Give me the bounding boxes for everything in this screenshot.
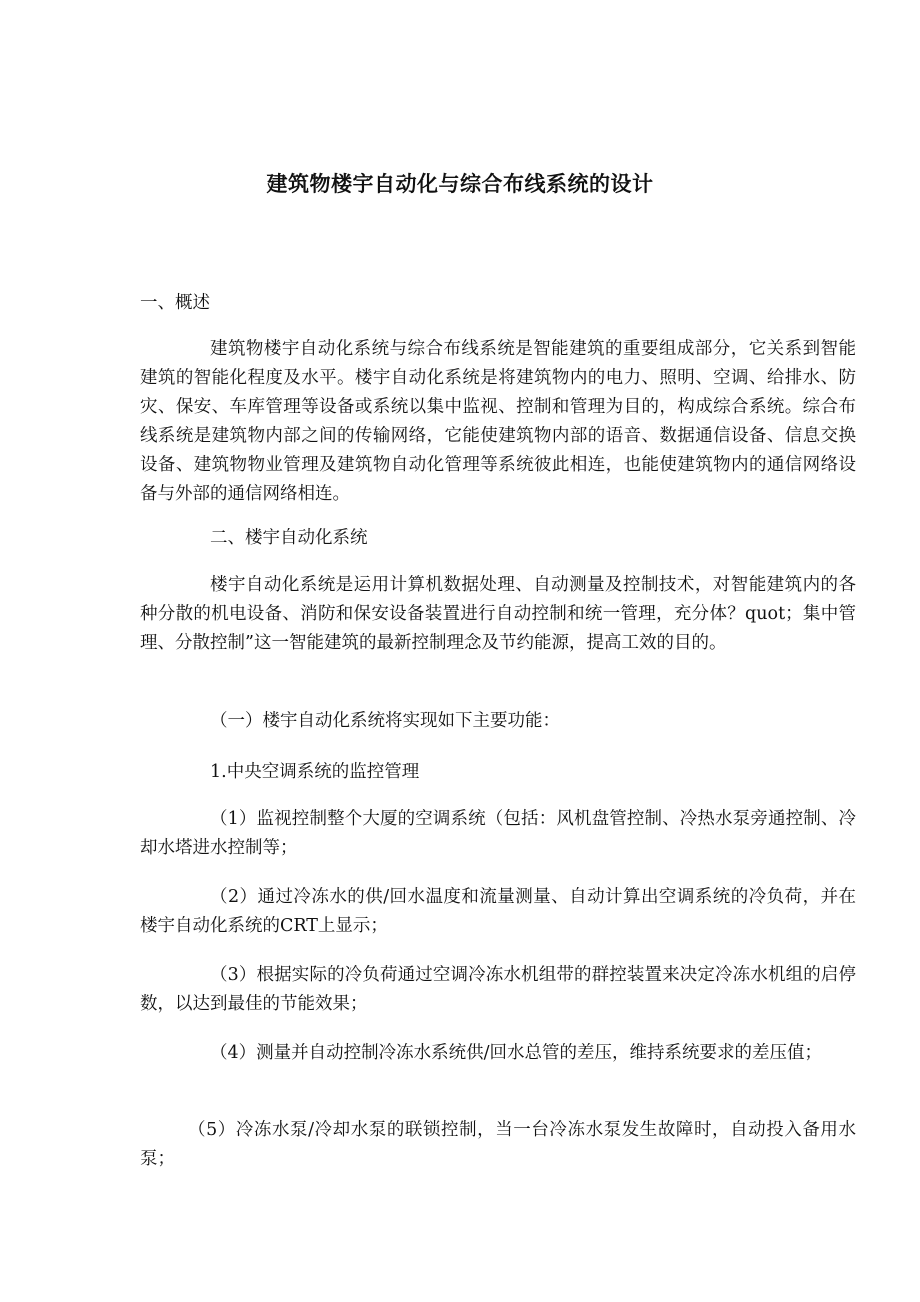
list-item-hvac-1: （1）监视控制整个大厦的空调系统（包括：风机盘管控制、冷热水泵旁通控制、冷却水塔进水控制等； <box>140 809 856 858</box>
list-item-hvac-4: （4）测量并自动控制冷冻水系统供/回水总管的差压，维持系统要求的差压值； <box>210 1043 823 1063</box>
list-item-hvac-5: （5）冷冻水泵/冷却水泵的联锁控制，当一台冷冻水泵发生故障时，自动投入备用水泵； <box>140 1120 856 1169</box>
paragraph-building-automation: 楼宇自动化系统是运用计算机数据处理、自动测量及控制技术，对智能建筑内的各种分散的机电设备、消防和保安设备装置进行自动控制和统一管理，充分体？quot；集中管理、分散控制”这一智能建筑的最新控制理念及节约能源，提高工效的目的。 <box>140 575 856 653</box>
subsection-heading-functions: （一）楼宇自动化系统将实现如下主要功能： <box>210 711 560 731</box>
list-item-hvac-3: （3）根据实际的冷负荷通过空调冷冻水机组带的群控装置来决定冷冻水机组的启停数，以达到最佳的节能效果； <box>140 965 856 1014</box>
document-title: 建筑物楼宇自动化与综合布线系统的设计 <box>266 171 654 196</box>
section-heading-overview: 一、概述 <box>140 293 210 313</box>
list-item-hvac-2: （2）通过冷冻水的供/回水温度和流量测量、自动计算出空调系统的冷负荷，并在楼宇自动化系统的CRT上显示； <box>140 887 856 936</box>
paragraph-overview: 建筑物楼宇自动化系统与综合布线系统是智能建筑的重要组成部分，它关系到智能建筑的智能化程度及水平。楼宇自动化系统是将建筑物内的电力、照明、空调、给排水、防灾、保安、车库管理等设备或系统以集中监视、控制和管理为目的，构成综合系统。综合布线系统是建筑物内部之间的传输网络，它能使建筑物内部的语音、数据通信设备、信息交换设备、建筑物物业管理及建筑物自动化管理等系统彼此相连，也能使建筑物内的通信网络设备与外部的通信网络相连。 <box>140 339 856 504</box>
item-heading-hvac: 1.中央空调系统的监控管理 <box>210 762 420 782</box>
section-heading-building-automation: 二、楼宇自动化系统 <box>210 528 368 548</box>
